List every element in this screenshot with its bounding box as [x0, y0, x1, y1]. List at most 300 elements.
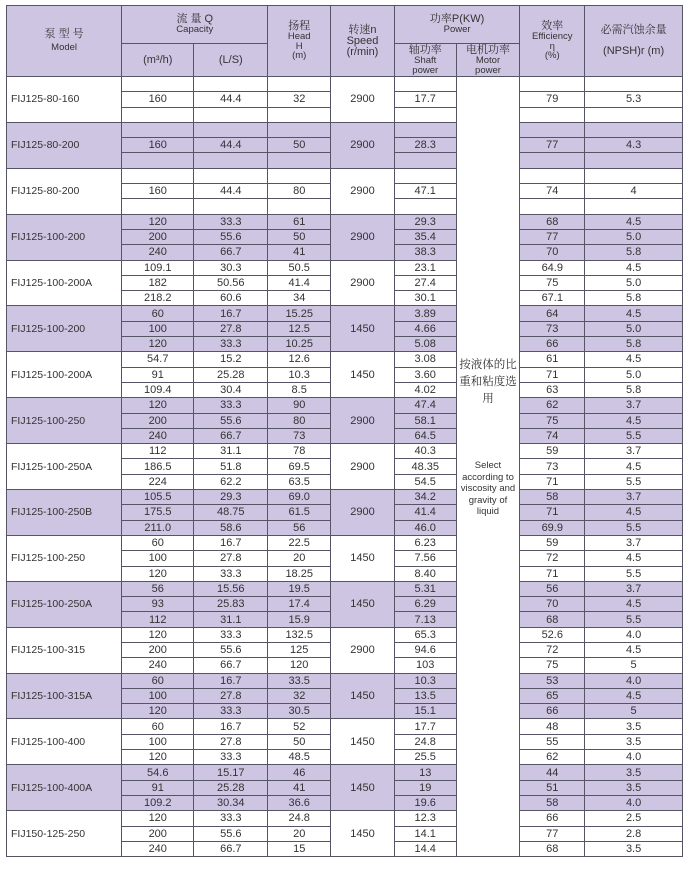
shaft-power-cell: 12.3 — [394, 811, 456, 826]
head-cell: 18.25 — [268, 566, 331, 581]
capacity-ls-cell: 30.3 — [194, 260, 268, 275]
efficiency-cell: 73 — [520, 459, 585, 474]
header-unit-m3h: (m³/h) — [122, 44, 194, 77]
npsh-cell: 5.0 — [585, 229, 683, 244]
capacity-m3h-cell: 160 — [122, 138, 194, 153]
shaft-power-cell: 64.5 — [394, 428, 456, 443]
capacity-m3h-cell: 54.6 — [122, 765, 194, 780]
model-cell: FIJ125-100-200A — [7, 260, 122, 306]
npsh-cell: 4.0 — [585, 750, 683, 765]
header-npsh-en: (NPSH)r (m) — [603, 45, 665, 57]
efficiency-cell: 71 — [520, 566, 585, 581]
efficiency-cell: 75 — [520, 658, 585, 673]
capacity-ls-cell: 66.7 — [194, 428, 268, 443]
header-efficiency — [520, 6, 585, 77]
capacity-ls-cell: 33.3 — [194, 627, 268, 642]
header-shaft-power — [394, 44, 456, 77]
npsh-cell: 4.5 — [585, 459, 683, 474]
shaft-power-cell: 17.7 — [394, 92, 456, 107]
capacity-ls-cell: 44.4 — [194, 138, 268, 153]
header-npsh-zh: 必需汽蚀余量 — [600, 24, 667, 36]
head-cell: 73 — [268, 428, 331, 443]
spec-table-container — [6, 5, 683, 857]
capacity-ls-cell: 44.4 — [194, 184, 268, 199]
capacity-ls-cell: 33.3 — [194, 337, 268, 352]
capacity-ls-cell: 66.7 — [194, 658, 268, 673]
shaft-power-cell: 94.6 — [394, 642, 456, 657]
table-row — [7, 306, 683, 321]
shaft-power-cell: 25.5 — [394, 750, 456, 765]
head-cell: 22.5 — [268, 535, 331, 550]
speed-cell: 2900 — [331, 490, 395, 536]
capacity-ls-cell: 15.56 — [194, 581, 268, 596]
npsh-cell: 5.5 — [585, 474, 683, 489]
head-cell: 32 — [268, 92, 331, 107]
model-cell: FIJ125-100-250A — [7, 581, 122, 627]
head-cell — [268, 199, 331, 214]
header-efficiency-zh: 效率 — [541, 20, 564, 33]
efficiency-cell: 59 — [520, 444, 585, 459]
efficiency-cell: 70 — [520, 245, 585, 260]
shaft-power-cell: 27.4 — [394, 275, 456, 290]
npsh-cell: 5.5 — [585, 428, 683, 443]
capacity-ls-cell: 51.8 — [194, 459, 268, 474]
table-row — [7, 352, 683, 367]
capacity-m3h-cell: 120 — [122, 398, 194, 413]
npsh-cell: 3.5 — [585, 719, 683, 734]
head-cell: 10.25 — [268, 337, 331, 352]
head-cell: 15 — [268, 841, 331, 856]
capacity-m3h-cell: 112 — [122, 444, 194, 459]
capacity-m3h-cell: 100 — [122, 551, 194, 566]
efficiency-cell: 48 — [520, 719, 585, 734]
npsh-cell: 5 — [585, 658, 683, 673]
header-speed — [331, 6, 395, 77]
efficiency-cell: 71 — [520, 474, 585, 489]
npsh-cell: 4.5 — [585, 413, 683, 428]
capacity-m3h-cell: 160 — [122, 184, 194, 199]
model-cell: FIJ125-100-250A — [7, 444, 122, 490]
npsh-cell: 4.5 — [585, 642, 683, 657]
capacity-ls-cell — [194, 199, 268, 214]
capacity-ls-cell: 29.3 — [194, 490, 268, 505]
capacity-m3h-cell: 120 — [122, 214, 194, 229]
capacity-ls-cell: 16.7 — [194, 535, 268, 550]
capacity-m3h-cell — [122, 199, 194, 214]
npsh-cell: 3.7 — [585, 581, 683, 596]
efficiency-cell: 68 — [520, 612, 585, 627]
header-capacity — [122, 6, 268, 44]
shaft-power-cell: 48.35 — [394, 459, 456, 474]
npsh-cell: 5.3 — [585, 92, 683, 107]
shaft-power-cell: 10.3 — [394, 673, 456, 688]
head-cell: 120 — [268, 658, 331, 673]
efficiency-cell — [520, 168, 585, 183]
capacity-m3h-cell: 100 — [122, 734, 194, 749]
capacity-m3h-cell: 175.5 — [122, 505, 194, 520]
head-cell: 12.5 — [268, 321, 331, 336]
npsh-cell: 3.5 — [585, 780, 683, 795]
head-cell: 56 — [268, 520, 331, 535]
motor-note-zh: 按液体的比重和粘度选用 — [459, 359, 517, 405]
header-efficiency-symbol: η — [549, 40, 555, 52]
table-row — [7, 214, 683, 229]
capacity-ls-cell: 25.28 — [194, 367, 268, 382]
head-cell: 50 — [268, 229, 331, 244]
pump-spec-table — [6, 5, 683, 857]
capacity-ls-cell: 15.17 — [194, 765, 268, 780]
speed-cell: 2900 — [331, 122, 395, 168]
shaft-power-cell — [394, 153, 456, 168]
head-cell: 19.5 — [268, 581, 331, 596]
efficiency-cell: 56 — [520, 581, 585, 596]
head-cell: 17.4 — [268, 597, 331, 612]
efficiency-cell: 70 — [520, 597, 585, 612]
capacity-ls-cell: 55.6 — [194, 413, 268, 428]
shaft-power-cell: 30.1 — [394, 291, 456, 306]
capacity-m3h-cell: 60 — [122, 306, 194, 321]
efficiency-cell: 62 — [520, 398, 585, 413]
capacity-ls-cell: 25.28 — [194, 780, 268, 795]
npsh-cell: 4.5 — [585, 551, 683, 566]
capacity-m3h-cell: 120 — [122, 627, 194, 642]
speed-cell: 1450 — [331, 535, 395, 581]
shaft-power-cell: 103 — [394, 658, 456, 673]
capacity-m3h-cell — [122, 77, 194, 92]
capacity-m3h-cell: 100 — [122, 321, 194, 336]
header-model-en: Model — [51, 42, 78, 54]
header-motor-en2: power — [475, 64, 501, 76]
speed-cell: 1450 — [331, 673, 395, 719]
efficiency-cell: 79 — [520, 92, 585, 107]
head-cell: 48.5 — [268, 750, 331, 765]
efficiency-cell: 55 — [520, 734, 585, 749]
model-cell: FIJ125-100-400 — [7, 719, 122, 765]
model-cell: FIJ125-100-200 — [7, 214, 122, 260]
model-cell: FIJ125-100-250 — [7, 398, 122, 444]
capacity-m3h-cell: 240 — [122, 658, 194, 673]
table-row — [7, 673, 683, 688]
capacity-ls-cell: 44.4 — [194, 92, 268, 107]
capacity-m3h-cell: 100 — [122, 688, 194, 703]
capacity-m3h-cell: 160 — [122, 92, 194, 107]
capacity-m3h-cell: 109.4 — [122, 382, 194, 397]
header-head-unit: (m) — [292, 50, 307, 62]
capacity-m3h-cell: 182 — [122, 275, 194, 290]
table-row — [7, 535, 683, 550]
head-cell: 12.6 — [268, 352, 331, 367]
speed-cell: 2900 — [331, 77, 395, 123]
table-row — [7, 398, 683, 413]
header-power-zh: 功率P(KW) — [429, 13, 485, 26]
shaft-power-cell: 5.31 — [394, 581, 456, 596]
capacity-ls-cell — [194, 77, 268, 92]
capacity-ls-cell: 33.3 — [194, 566, 268, 581]
shaft-power-cell — [394, 199, 456, 214]
table-row — [7, 260, 683, 275]
header-power-en: Power — [443, 24, 471, 36]
efficiency-cell: 77 — [520, 229, 585, 244]
capacity-m3h-cell: 224 — [122, 474, 194, 489]
header-capacity-en: Capacity — [176, 24, 214, 36]
npsh-cell: 5.8 — [585, 337, 683, 352]
capacity-m3h-cell: 120 — [122, 566, 194, 581]
capacity-m3h-cell: 240 — [122, 428, 194, 443]
head-cell: 30.5 — [268, 704, 331, 719]
head-cell: 41.4 — [268, 275, 331, 290]
capacity-ls-cell: 33.3 — [194, 398, 268, 413]
npsh-cell: 3.7 — [585, 535, 683, 550]
capacity-ls-cell: 16.7 — [194, 306, 268, 321]
efficiency-cell: 66 — [520, 704, 585, 719]
head-cell: 8.5 — [268, 382, 331, 397]
npsh-cell: 4 — [585, 184, 683, 199]
capacity-ls-cell: 27.8 — [194, 688, 268, 703]
model-cell: FIJ125-80-160 — [7, 77, 122, 123]
head-cell: 10.3 — [268, 367, 331, 382]
capacity-m3h-cell: 60 — [122, 535, 194, 550]
head-cell: 50.5 — [268, 260, 331, 275]
motor-power-note — [457, 77, 520, 856]
capacity-m3h-cell: 109.1 — [122, 260, 194, 275]
efficiency-cell — [520, 122, 585, 137]
efficiency-cell: 68 — [520, 214, 585, 229]
shaft-power-cell: 54.5 — [394, 474, 456, 489]
model-cell: FIJ125-100-315 — [7, 627, 122, 673]
shaft-power-cell: 8.40 — [394, 566, 456, 581]
header-npsh — [585, 6, 683, 77]
head-cell: 36.6 — [268, 795, 331, 810]
npsh-cell: 3.5 — [585, 765, 683, 780]
npsh-cell: 4.5 — [585, 505, 683, 520]
capacity-m3h-cell: 186.5 — [122, 459, 194, 474]
shaft-power-cell: 15.1 — [394, 704, 456, 719]
header-motor-zh: 电机功率 — [465, 44, 510, 56]
capacity-ls-cell — [194, 153, 268, 168]
header-power — [394, 6, 520, 44]
efficiency-cell: 75 — [520, 275, 585, 290]
header-motor-en1: Motor — [475, 55, 501, 66]
capacity-ls-cell: 27.8 — [194, 551, 268, 566]
efficiency-cell: 72 — [520, 642, 585, 657]
header-unit-ls: (L/S) — [194, 44, 268, 77]
shaft-power-cell: 3.60 — [394, 367, 456, 382]
capacity-m3h-cell: 112 — [122, 612, 194, 627]
capacity-m3h-cell: 54.7 — [122, 352, 194, 367]
shaft-power-cell: 14.1 — [394, 826, 456, 841]
head-cell: 61.5 — [268, 505, 331, 520]
header-model — [7, 6, 122, 77]
speed-cell: 1450 — [331, 581, 395, 627]
head-cell — [268, 153, 331, 168]
capacity-ls-cell — [194, 168, 268, 183]
head-cell: 125 — [268, 642, 331, 657]
efficiency-cell: 74 — [520, 184, 585, 199]
head-cell: 50 — [268, 734, 331, 749]
efficiency-cell: 71 — [520, 505, 585, 520]
shaft-power-cell: 34.2 — [394, 490, 456, 505]
model-cell: FIJ125-100-315A — [7, 673, 122, 719]
head-cell: 63.5 — [268, 474, 331, 489]
capacity-m3h-cell: 200 — [122, 642, 194, 657]
capacity-m3h-cell: 56 — [122, 581, 194, 596]
efficiency-cell: 75 — [520, 413, 585, 428]
head-cell — [268, 77, 331, 92]
table-row — [7, 77, 683, 92]
capacity-m3h-cell: 120 — [122, 750, 194, 765]
npsh-cell: 3.5 — [585, 841, 683, 856]
capacity-ls-cell: 60.6 — [194, 291, 268, 306]
shaft-power-cell: 4.66 — [394, 321, 456, 336]
speed-cell: 1450 — [331, 811, 395, 857]
efficiency-cell: 52.6 — [520, 627, 585, 642]
head-cell: 20 — [268, 826, 331, 841]
speed-cell: 2900 — [331, 627, 395, 673]
shaft-power-cell: 28.3 — [394, 138, 456, 153]
head-cell: 15.25 — [268, 306, 331, 321]
npsh-cell: 3.7 — [585, 398, 683, 413]
efficiency-cell: 69.9 — [520, 520, 585, 535]
capacity-ls-cell: 27.8 — [194, 734, 268, 749]
capacity-ls-cell: 33.3 — [194, 704, 268, 719]
head-cell — [268, 107, 331, 122]
header-head-zh: 扬程 — [288, 20, 311, 33]
capacity-ls-cell: 31.1 — [194, 444, 268, 459]
capacity-m3h-cell: 240 — [122, 245, 194, 260]
speed-cell: 2900 — [331, 398, 395, 444]
shaft-power-cell: 47.1 — [394, 184, 456, 199]
speed-cell: 1450 — [331, 719, 395, 765]
efficiency-cell — [520, 77, 585, 92]
shaft-power-cell: 58.1 — [394, 413, 456, 428]
head-cell: 90 — [268, 398, 331, 413]
npsh-cell — [585, 199, 683, 214]
speed-cell: 2900 — [331, 168, 395, 214]
efficiency-cell — [520, 153, 585, 168]
capacity-m3h-cell: 120 — [122, 704, 194, 719]
head-cell: 24.8 — [268, 811, 331, 826]
shaft-power-cell: 41.4 — [394, 505, 456, 520]
head-cell: 46 — [268, 765, 331, 780]
capacity-ls-cell: 25.83 — [194, 597, 268, 612]
efficiency-cell: 64 — [520, 306, 585, 321]
capacity-ls-cell: 27.8 — [194, 321, 268, 336]
shaft-power-cell: 13.5 — [394, 688, 456, 703]
capacity-ls-cell: 50.56 — [194, 275, 268, 290]
shaft-power-cell: 46.0 — [394, 520, 456, 535]
shaft-power-cell: 3.89 — [394, 306, 456, 321]
head-cell: 52 — [268, 719, 331, 734]
efficiency-cell: 71 — [520, 367, 585, 382]
efficiency-cell: 65 — [520, 688, 585, 703]
shaft-power-cell: 17.7 — [394, 719, 456, 734]
motor-power-note-cell — [456, 77, 520, 857]
npsh-cell: 5.5 — [585, 612, 683, 627]
table-body — [7, 77, 683, 857]
shaft-power-cell: 3.08 — [394, 352, 456, 367]
npsh-cell: 4.5 — [585, 352, 683, 367]
speed-cell: 1450 — [331, 306, 395, 352]
efficiency-cell: 74 — [520, 428, 585, 443]
shaft-power-cell — [394, 77, 456, 92]
npsh-cell: 5.0 — [585, 275, 683, 290]
efficiency-cell: 61 — [520, 352, 585, 367]
header-head-en: Head — [287, 31, 311, 43]
capacity-m3h-cell: 91 — [122, 780, 194, 795]
header-speed-en: Speed — [346, 34, 379, 47]
capacity-ls-cell: 31.1 — [194, 612, 268, 627]
npsh-cell: 4.5 — [585, 688, 683, 703]
capacity-ls-cell: 66.7 — [194, 245, 268, 260]
capacity-m3h-cell — [122, 122, 194, 137]
capacity-ls-cell: 16.7 — [194, 719, 268, 734]
header-shaft-en1: Shaft — [414, 55, 437, 66]
header-capacity-zh: 流 量 Q — [176, 13, 214, 26]
head-cell: 33.5 — [268, 673, 331, 688]
npsh-cell: 4.0 — [585, 795, 683, 810]
capacity-m3h-cell: 91 — [122, 367, 194, 382]
header-efficiency-unit: (%) — [544, 50, 560, 62]
capacity-ls-cell — [194, 107, 268, 122]
shaft-power-cell: 47.4 — [394, 398, 456, 413]
efficiency-cell: 64.9 — [520, 260, 585, 275]
capacity-ls-cell: 62.2 — [194, 474, 268, 489]
npsh-cell: 4.3 — [585, 138, 683, 153]
shaft-power-cell: 23.1 — [394, 260, 456, 275]
npsh-cell: 4.5 — [585, 214, 683, 229]
capacity-m3h-cell: 60 — [122, 719, 194, 734]
npsh-cell: 3.5 — [585, 734, 683, 749]
capacity-m3h-cell — [122, 153, 194, 168]
capacity-m3h-cell — [122, 168, 194, 183]
capacity-m3h-cell: 120 — [122, 811, 194, 826]
efficiency-cell: 66 — [520, 811, 585, 826]
head-cell — [268, 122, 331, 137]
npsh-cell: 5.0 — [585, 367, 683, 382]
header-shaft-zh: 轴功率 — [408, 44, 442, 56]
capacity-ls-cell: 55.6 — [194, 642, 268, 657]
table-header — [7, 6, 683, 77]
capacity-m3h-cell: 211.0 — [122, 520, 194, 535]
efficiency-cell: 77 — [520, 138, 585, 153]
head-cell: 41 — [268, 245, 331, 260]
capacity-m3h-cell: 120 — [122, 337, 194, 352]
head-cell: 80 — [268, 413, 331, 428]
efficiency-cell — [520, 107, 585, 122]
head-cell: 20 — [268, 551, 331, 566]
npsh-cell: 5.5 — [585, 520, 683, 535]
header-head — [268, 6, 331, 77]
npsh-cell: 2.5 — [585, 811, 683, 826]
capacity-m3h-cell: 200 — [122, 826, 194, 841]
table-row — [7, 581, 683, 596]
efficiency-cell: 53 — [520, 673, 585, 688]
head-cell: 80 — [268, 184, 331, 199]
shaft-power-cell: 19.6 — [394, 795, 456, 810]
table-row — [7, 811, 683, 826]
npsh-cell: 5.5 — [585, 566, 683, 581]
npsh-cell: 2.8 — [585, 826, 683, 841]
model-cell: FIJ125-100-200A — [7, 352, 122, 398]
header-motor-power — [456, 44, 520, 77]
npsh-cell: 5.0 — [585, 321, 683, 336]
capacity-ls-cell: 33.3 — [194, 750, 268, 765]
npsh-cell: 4.0 — [585, 673, 683, 688]
efficiency-cell: 59 — [520, 535, 585, 550]
table-row — [7, 490, 683, 505]
shaft-power-cell — [394, 122, 456, 137]
capacity-m3h-cell: 218.2 — [122, 291, 194, 306]
